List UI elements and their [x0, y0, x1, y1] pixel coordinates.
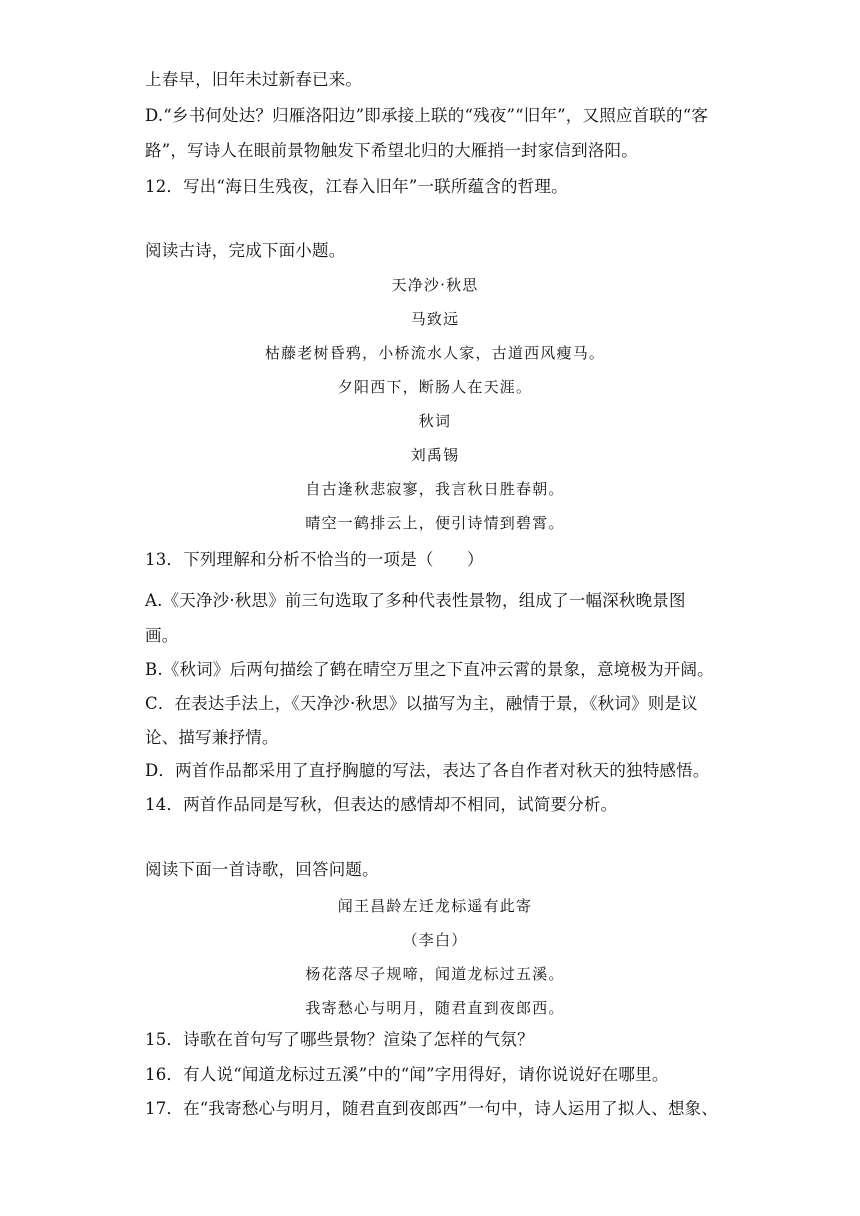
poem-author: 马致远: [410, 310, 460, 328]
question-15: 15．诗歌在首句写了哪些景物？渲染了怎样的气氛？: [145, 1030, 534, 1049]
poem-verse: 杨花落尽子规啼，闻道龙标过五溪。: [305, 965, 565, 983]
poem-author: 刘禹锡: [410, 446, 460, 464]
option-a-line-1: A.《天净沙·秋思》前三句选取了多种代表性景物，组成了一幅深秋晚景图: [145, 591, 686, 610]
poem-author: （李白）: [402, 931, 468, 949]
option-c-line-2: 论、描写兼抒情。: [145, 728, 279, 747]
question-14: 14．两首作品同是写秋，但表达的感情却不相同，试简要分析。: [145, 795, 618, 814]
option-c-line-1: C．在表达手法上，《天净沙·秋思》以描写为主，融情于景，《秋词》则是议: [145, 694, 698, 713]
poem-verse: 晴空一鹤排云上，便引诗情到碧霄。: [305, 514, 565, 532]
poem-title: 闻王昌龄左迁龙标遥有此寄: [337, 897, 533, 915]
poem-title: 秋词: [418, 412, 452, 430]
text-line: 上春早，旧年未过新春已来。: [145, 70, 363, 89]
section-instruction: 阅读下面一首诗歌，回答问题。: [145, 860, 379, 879]
section-instruction: 阅读古诗，完成下面小题。: [145, 241, 346, 260]
option-d-line-2: 路”，写诗人在眼前景物触发下希望北归的大雁捎一封家信到洛阳。: [145, 141, 638, 160]
question-17: 17．在“我寄愁心与明月，随君直到夜郎西”一句中，诗人运用了拟人、想象、: [145, 1099, 719, 1118]
poem-verse: 枯藤老树昏鸦，小桥流水人家，古道西风瘦马。: [264, 344, 606, 362]
poem-verse: 自古逢秋悲寂寥，我言秋日胜春朝。: [305, 480, 565, 498]
question-12: 12．写出“海日生残夜，江春入旧年”一联所蕴含的哲理。: [145, 177, 568, 196]
option-b: B.《秋词》后两句描绘了鹤在晴空万里之下直冲云霄的景象，意境极为开阔。: [145, 660, 714, 679]
option-a-line-2: 画。: [145, 626, 179, 645]
option-d: D．两首作品都采用了直抒胸臆的写法，表达了各自作者对秋天的独特感悟。: [145, 761, 710, 780]
question-13: 13．下列理解和分析不恰当的一项是（ ）: [145, 550, 484, 569]
poem-verse: 夕阳西下，断肠人在天涯。: [337, 378, 533, 396]
question-16: 16．有人说“闻道龙标过五溪”中的“闻”字用得好，请你说说好在哪里。: [145, 1065, 669, 1084]
option-d-line-1: D.“乡书何处达？归雁洛阳边”即承接上联的“残夜”“旧年”，又照应首联的“客: [145, 106, 709, 125]
poem-verse: 我寄愁心与明月，随君直到夜郎西。: [305, 999, 565, 1017]
poem-title: 天净沙·秋思: [391, 276, 479, 294]
